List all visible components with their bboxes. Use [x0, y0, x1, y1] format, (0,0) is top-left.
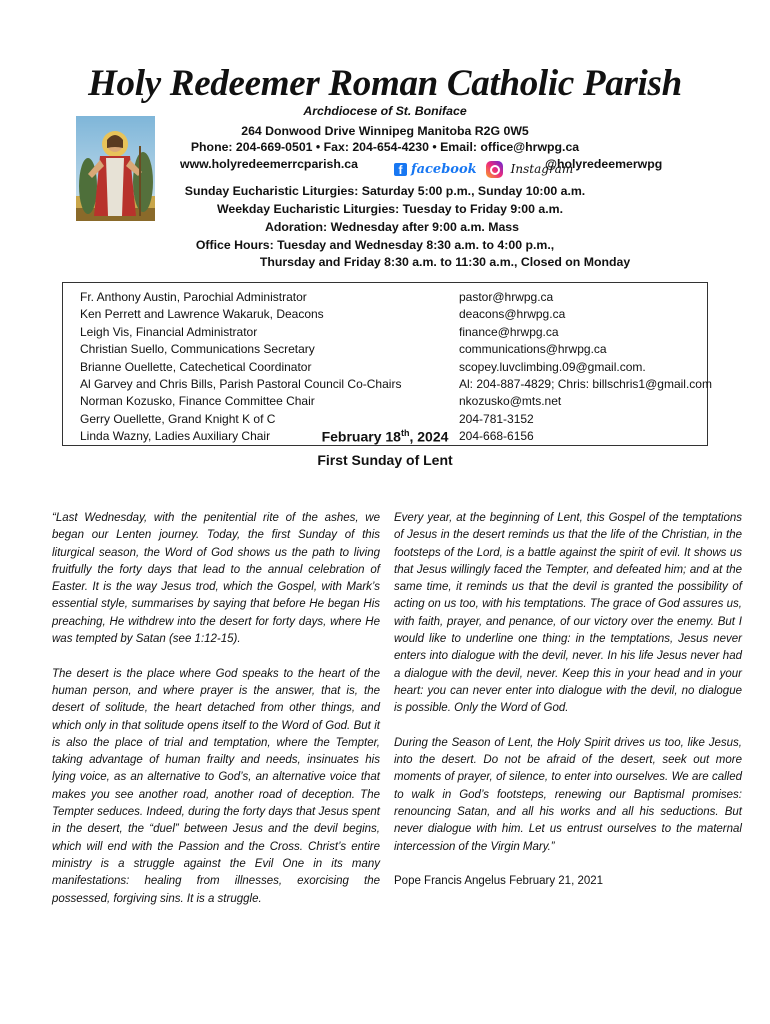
website-link[interactable]: www.holyredeemerrcparish.ca: [180, 157, 358, 171]
staff-contact: 204-668-6156: [459, 429, 534, 444]
staff-contact[interactable]: nkozusko@mts.net: [459, 394, 562, 409]
staff-roles: [80, 289, 401, 446]
facebook-icon[interactable]: f: [394, 163, 407, 176]
schedule-office-hours-cont: Thursday and Friday 8:30 a.m. to 11:30 a.m., Closed on Monday: [259, 255, 631, 269]
staff-contact[interactable]: communications@hrwpg.ca: [459, 342, 607, 357]
bulletin-date: [0, 428, 770, 445]
date-year: , 2024: [409, 428, 449, 445]
staff-directory-box: [62, 282, 712, 446]
staff-role: Leigh Vis, Financial Administrator: [80, 324, 258, 339]
instagram-icon[interactable]: [486, 161, 503, 178]
instagram-label[interactable]: Instagram: [510, 162, 574, 176]
date-main: February 18: [321, 428, 401, 445]
staff-role: Fr. Anthony Austin, Parochial Administrator: [80, 290, 307, 304]
staff-contact[interactable]: finance@hrwpg.ca: [459, 324, 559, 339]
social-handle: @holyredeemerwpg: [545, 157, 663, 171]
date-suffix: th: [400, 428, 410, 438]
staff-contact[interactable]: scopey.luvclimbing.09@gmail.com.: [459, 359, 646, 374]
schedule-sunday: Sunday Eucharistic Liturgies: Saturday 5:00 p.m., Sunday 10:00 a.m.: [184, 184, 586, 198]
reflection-paragraph: During the Season of Lent, the Holy Spirit drives us too, like Jesus, into the desert. Do not be afraid of the desert, seek out more moments of prayer, of silence, to enter into ourselves. We are called to walk in God’s footsteps, renewing our Baptismal promises: renouncing Satan, and all his works and all his seductions. But never dialogue with him. Let us entrust ourselves to the maternal intercession of the Virgin Mary.”: [394, 736, 742, 853]
parish-title: Holy Redeemer Roman Catholic Parish: [88, 63, 682, 104]
facebook-label[interactable]: facebook: [411, 161, 477, 177]
staff-contact[interactable]: deacons@hrwpg.ca: [459, 307, 566, 322]
staff-contacts: [459, 289, 712, 446]
archdiocese-line: Archdiocese of St. Boniface: [303, 104, 467, 118]
schedule-office-hours: Office Hours: Tuesday and Wednesday 8:30 a.m. to 4:00 p.m.,: [195, 238, 555, 252]
reflection-right-column: [394, 510, 742, 908]
schedule-adoration: Adoration: Wednesday after 9:00 a.m. Mass: [265, 220, 519, 234]
reflection-paragraph: “Last Wednesday, with the penitential rite of the ashes, we began our Lenten journey. Today, the first Sunday of this liturgical season, the Word of God shows us the path to living fruitfully the forty days that lead to the annual celebration of Easter. It is the way Jesus trod, which the Gospel, with Mark’s essential style, summarises by saying that before He began His preaching, He withdrew into the desert for forty days, where He was tempted by Satan (see 1:12-15).: [52, 512, 380, 646]
address-line: 264 Donwood Drive Winnipeg Manitoba R2G 0W5: [241, 124, 529, 138]
reflection-paragraph: The desert is the place where God speaks to the heart of the human person, and where prayer is the answer, that is, the desert of solitude, the heart detached from other things, and which only in that solitude opens itself to the Word of God. But it is also the place of trial and temptation, where the Tempter, taking advantage of human frailty and needs, insinuates his lying voice, as an alternative to God’s, an alternative voice that makes you see another road, another road of deception. The Tempter seduces. Indeed, during the forty days that Jesus spent in the desert, the “duel” between Jesus and the devil begins, which will end with the Passion and the Cross. Christ’s entire ministry is a struggle against the Evil One in its many manifestations: healing from illnesses, exorcising the possessed, forgiving sins. It is a struggle.: [52, 667, 380, 905]
staff-role: Christian Suello, Communications Secretary: [80, 342, 315, 357]
bulletin-occasion: First Sunday of Lent: [317, 452, 453, 468]
staff-contact: 204-781-3152: [459, 411, 534, 426]
schedule-weekday: Weekday Eucharistic Liturgies: Tuesday to Friday 9:00 a.m.: [216, 202, 564, 216]
staff-role: Gerry Ouellette, Grand Knight K of C: [80, 411, 276, 426]
contact-line: Phone: 204-669-0501 • Fax: 204-654-4230 • Email: office@hrwpg.ca: [190, 140, 580, 154]
staff-role: Brianne Ouellette, Catechetical Coordinator: [80, 359, 312, 374]
staff-contact[interactable]: Al: 204-887-4829; Chris: billschris1@gmail.com: [459, 376, 712, 391]
reflection-attribution: Pope Francis Angelus February 21, 2021: [394, 875, 604, 888]
reflection-left-column: [52, 510, 380, 925]
staff-contact[interactable]: pastor@hrwpg.ca: [459, 290, 554, 304]
staff-role: Al Garvey and Chris Bills, Parish Pastoral Council Co-Chairs: [80, 376, 402, 391]
staff-role: Norman Kozusko, Finance Committee Chair: [80, 394, 315, 409]
staff-role: Linda Wazny, Ladies Auxiliary Chair: [80, 429, 271, 444]
staff-role: Ken Perrett and Lawrence Wakaruk, Deacons: [80, 307, 324, 322]
reflection-paragraph: Every year, at the beginning of Lent, this Gospel of the temptations of Jesus in the desert reminds us that the life of the Christian, in the footsteps of the Lord, is a battle against the spirit of evil. It shows us that Jesus willingly faced the Tempter, and defeated him; and at the same time, it reminds us that the devil is granted the possibility of acting on us too, with his temptations. The grace of God assures us, with faith, prayer, and penance, of our victory over the enemy. But I would like to underline one thing: in the temptations, Jesus never enters into dialogue with the devil, never. In his life Jesus never had a dialogue with the devil, never. Keep this in your head and in your heart: you can never enter into dialogue with the devil, no dialogue is possible. Only the Word of God.: [394, 512, 742, 715]
